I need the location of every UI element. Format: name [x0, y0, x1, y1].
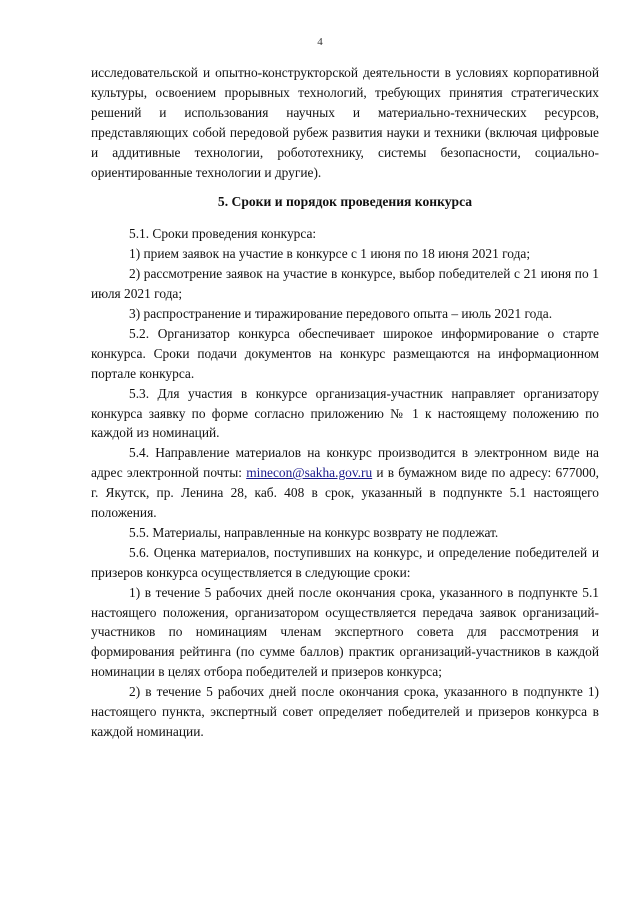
- clause-5-1-item-3: 3) распространение и тиражирование передового опыта – июль 2021 года.: [129, 305, 553, 321]
- email-link[interactable]: minecon@sakha.gov.ru: [246, 465, 373, 481]
- clause-5-6: 5.6. Оценка материалов, поступивших на конкурс, и определение победителей и призеров конкурса осуществляется в следующие сроки:: [91, 544, 599, 580]
- clause-5-4-text-end: и в бумажном виде по адресу: 677000, г. Якутск, пр. Ленина 28, каб. 408 в срок, указанный в подпункте 5.1 настоящего положения.: [91, 465, 599, 521]
- page-number: 4: [317, 36, 323, 48]
- clause-5-1-item-1: 1) прием заявок на участие в конкурсе с 1 июня по 18 июня 2021 года;: [129, 246, 531, 262]
- document-body: [91, 63, 599, 742]
- clause-5-1: 5.1. Сроки проведения конкурса:: [129, 226, 317, 242]
- clause-5-4-text-start: 5.4. Направление материалов на конкурс производится в электронном виде на адрес электронной почты:: [91, 445, 599, 481]
- clause-5-6-item-1: 1) в течение 5 рабочих дней после окончания срока, указанного в подпункте 5.1 настоящего положения, организатором осуществляется передача заявок организаций-участников по номинациям членам экспертного совета для рассмотрения и формирования рейтинга (по сумме баллов) практик организаций-участников в каждой номинации в целях отбора победителей и призеров конкурса;: [91, 584, 599, 680]
- clause-5-2: 5.2. Организатор конкурса обеспечивает широкое информирование о старте конкурса. Сроки подачи документов на конкурс размещаются на информационном портале конкурса.: [91, 325, 599, 381]
- clause-5-4: [91, 443, 599, 523]
- intro-paragraph: исследовательской и опытно-конструкторской деятельности в условиях корпоративной культуры, освоением прорывных технологий, требующих принятия стратегических решений и использования научных и материально-технических ресурсов, представляющих собой передовой рубеж развития науки и техники (включая цифровые и аддитивные технологии, робототехнику, системы безопасности, социально-ориентированные технологии и другие).: [91, 65, 599, 180]
- clause-5-5: 5.5. Материалы, направленные на конкурс возврату не подлежат.: [129, 524, 499, 540]
- clause-5-6-item-2: 2) в течение 5 рабочих дней после окончания срока, указанного в подпункте 1) настоящего пункта, экспертный совет определяет победителей и призеров конкурса в каждой номинации.: [91, 684, 599, 739]
- clause-5-3: 5.3. Для участия в конкурсе организация-участник направляет организатору конкурса заявку по форме согласно приложению № 1 к настоящему положению по каждой из номинаций.: [91, 385, 599, 441]
- section-heading: 5. Сроки и порядок проведения конкурса: [217, 194, 473, 210]
- clause-5-1-item-2: 2) рассмотрение заявок на участие в конкурсе, выбор победителей с 21 июня по 1 июля 2021 года;: [91, 266, 599, 302]
